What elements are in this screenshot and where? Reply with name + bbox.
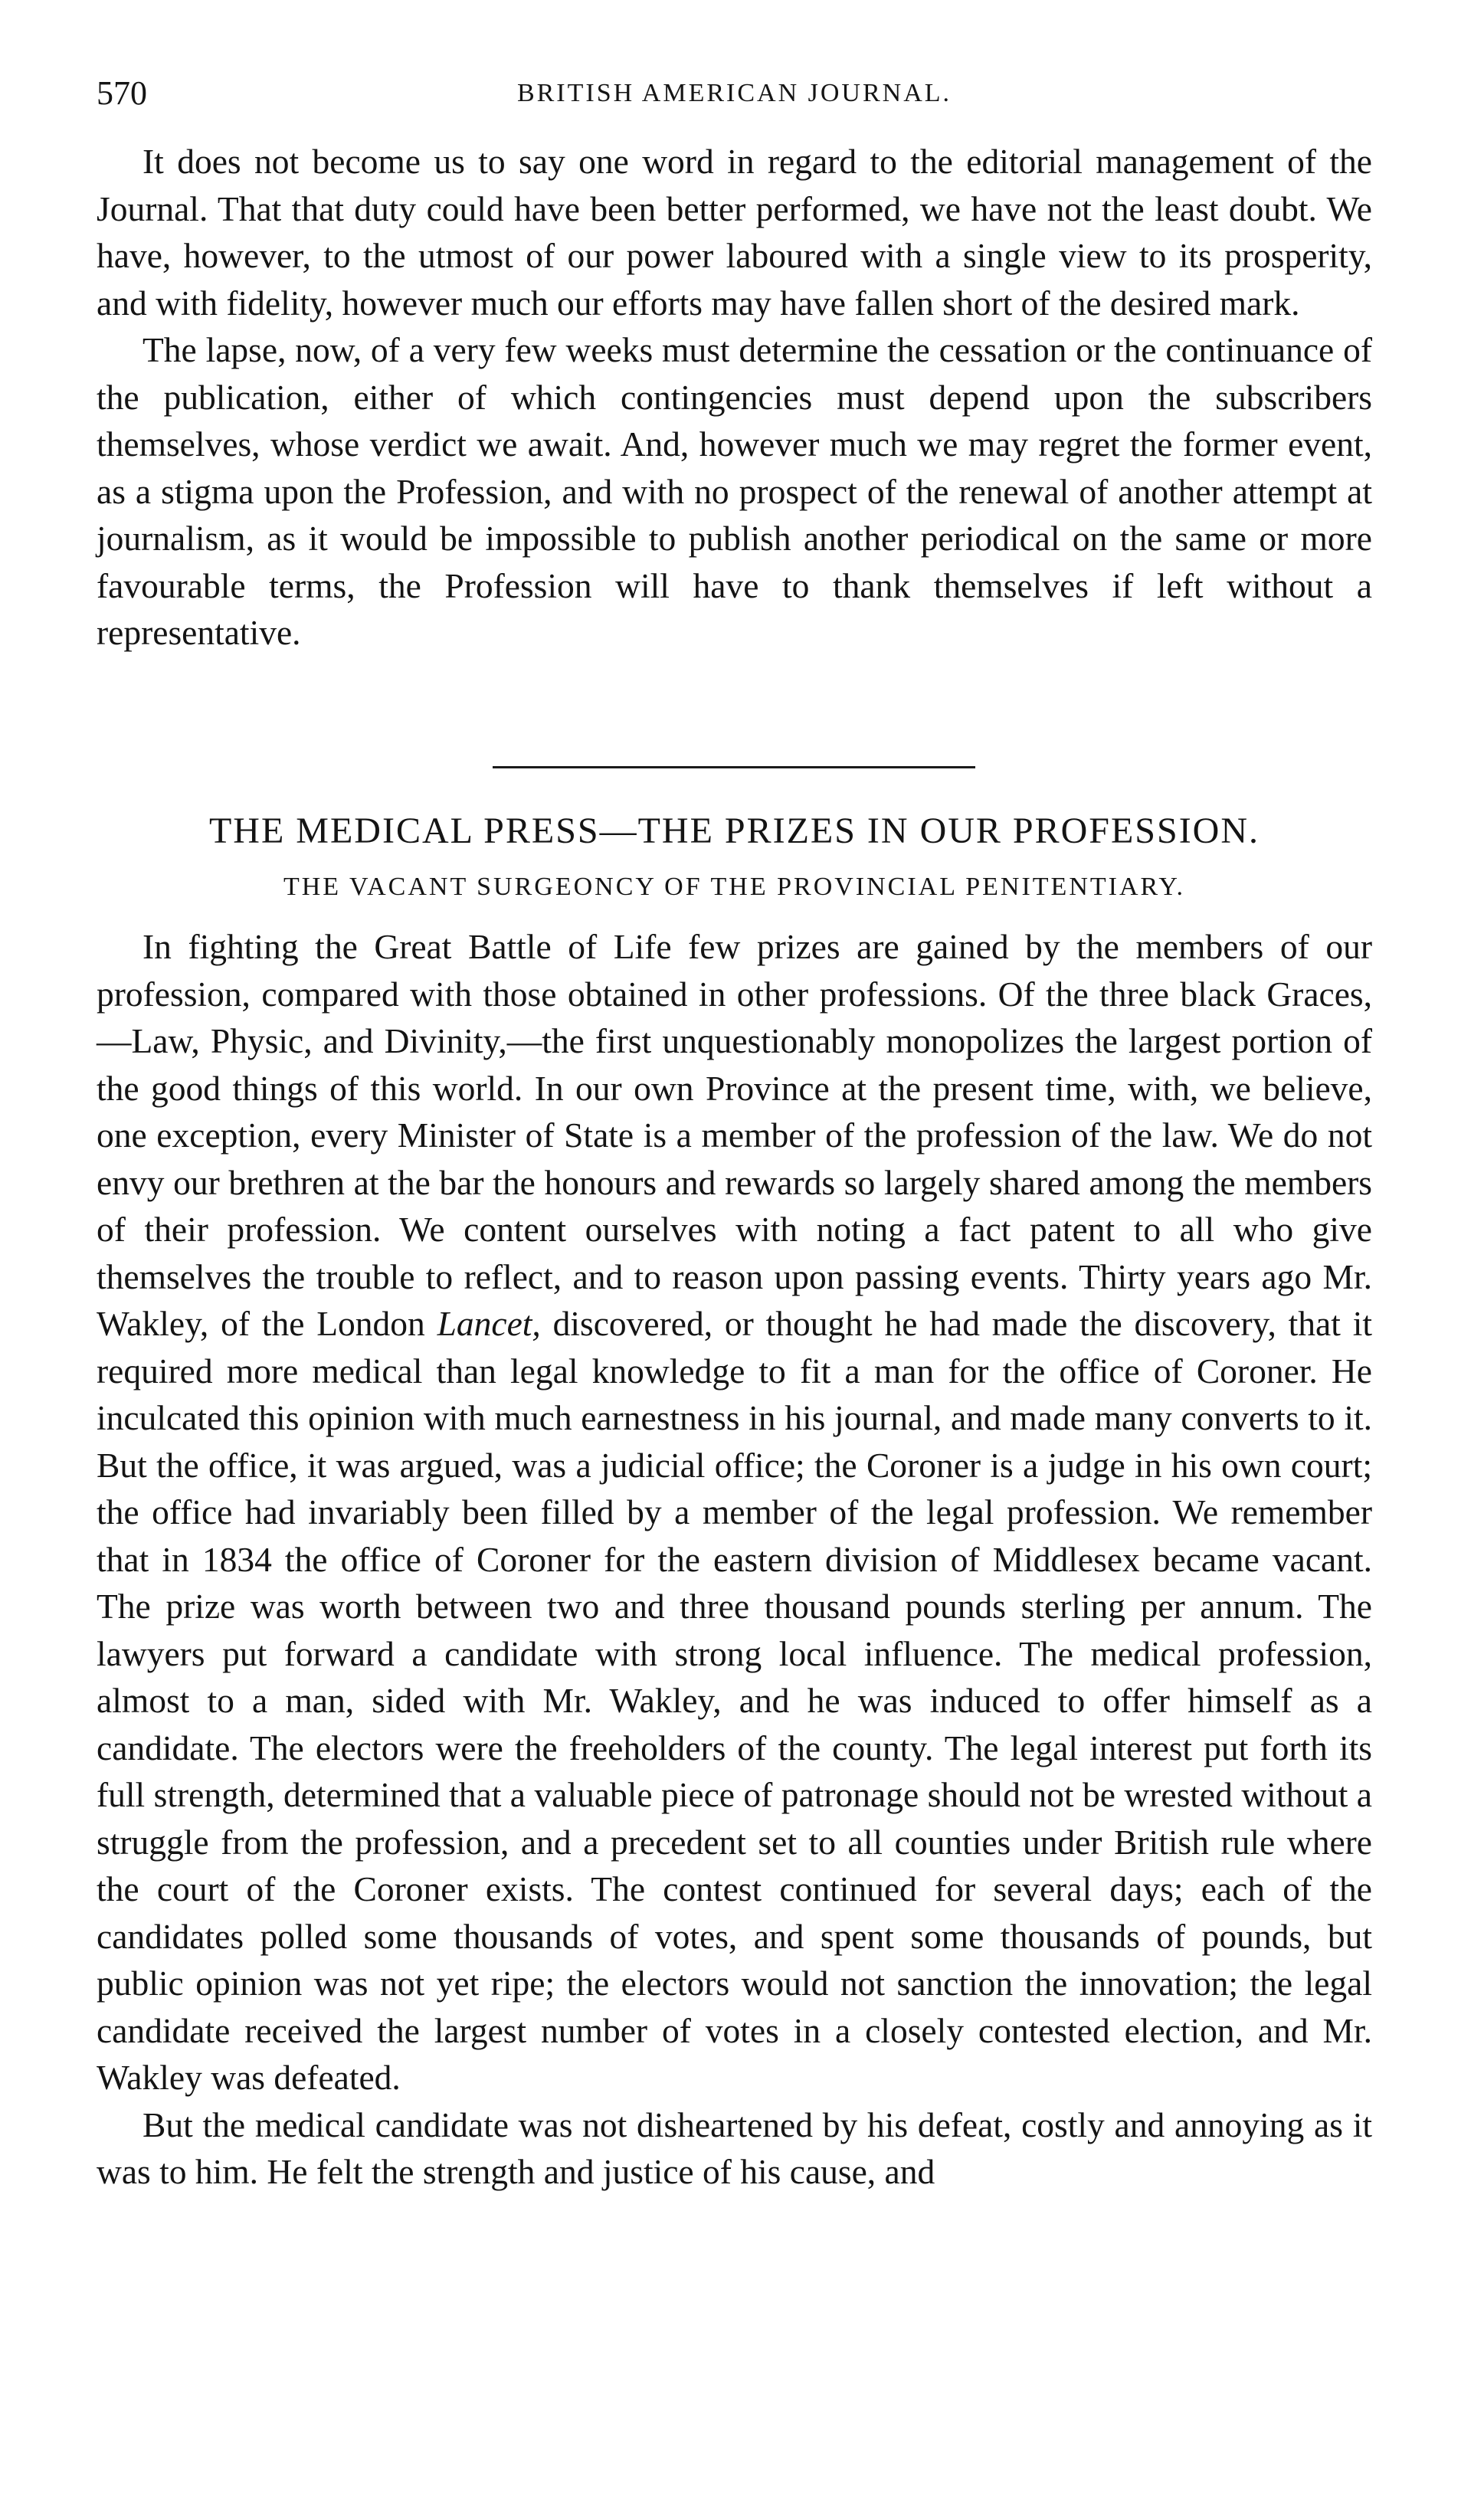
editorial-section xyxy=(97,138,1372,657)
article-paragraph: But the medical candidate was not disheartened by his defeat, costly and annoying as it was to him. He felt the strength and justice of his cause, and xyxy=(97,2105,1372,2191)
editorial-paragraph: The lapse, now, of a very few weeks must determine the cessation or the continuance of the publication, either of which contingencies must depend upon the subscribers themselves, whose verdict we await. And, however much we may regret the former event, as a stigma upon the Profession, and with no prospect of the renewal of another attempt at journalism, as it would be impossible to publish another periodical on the same or more favourable terms, the Profession will have to thank themselves if left without a representative. xyxy=(97,330,1372,652)
editorial-paragraph: It does not become us to say one word in regard to the editorial management of the Journal. That that duty could have been better performed, we have not the least doubt. We have, however, to the utmost of our power laboured with a single view to its prosperity, and with fidelity, however much our efforts may have fallen short of the desired mark. xyxy=(97,142,1372,323)
article-title: THE MEDICAL PRESS—THE PRIZES IN OUR PROFESSION. xyxy=(208,811,1260,851)
lancet-italic: Lancet, xyxy=(437,1304,541,1343)
article-body xyxy=(97,923,1372,2196)
journal-title: BRITISH AMERICAN JOURNAL. xyxy=(516,79,952,107)
article-text: discovered, or thought he had made the discovery, that it required more medical than legal knowledge to fit a man for the office of Coroner. He inculcated this opinion with much earnestness in his journal, and made many converts to it. But the office, it was argued, was a judicial office; the Coroner is a judge in his own court; the office had invariably been filled by a member of the legal profession. We remember that in 1834 the office of Coroner for the eastern division of Middlesex became vacant. The prize was worth between two and three thousand pounds sterling per annum. The lawyers put forward a candidate with strong local influence. The medical profession, almost to a man, sided with Mr. Wakley, and he was induced to offer himself as a candidate. The electors were the freeholders of the county. The legal interest put forth its full strength, determined that a valuable piece of patronage should not be wrested without a struggle from the profession, and a precedent set to all counties under British rule where the court of the Coroner exists. The contest continued for several days; each of the candidates polled some thousands of votes, and spent some thousands of pounds, but public opinion was not yet ripe; the electors would not sanction the innovation; the legal candidate received the largest number of votes in a closely contested election, and Mr. Wakley was defeated. xyxy=(97,1304,1372,2097)
article-subtitle: THE VACANT SURGEONCY OF THE PROVINCIAL PENITENTIARY. xyxy=(283,873,1185,901)
running-head xyxy=(97,70,1372,116)
article-paragraph xyxy=(97,923,1372,2101)
section-divider xyxy=(493,766,975,768)
article-text: In fighting the Great Battle of Life few prizes are gained by the members of our profession, compared with those obtained in other professions. Of the three black Graces,—Law, Physic, and Divinity,—the first unquestionably monopolizes the largest portion of the good things of this world. In our own Province at the present time, with, we believe, one exception, every Minister of State is a member of the profession of the law. We do not envy our brethren at the bar the honours and rewards so largely shared among the members of their profession. We content ourselves with noting a fact patent to all who give themselves the trouble to reflect, and to reason upon passing events. Thirty years ago Mr. Wakley, of the London xyxy=(97,927,1372,1343)
page-number: 570 xyxy=(97,74,147,112)
